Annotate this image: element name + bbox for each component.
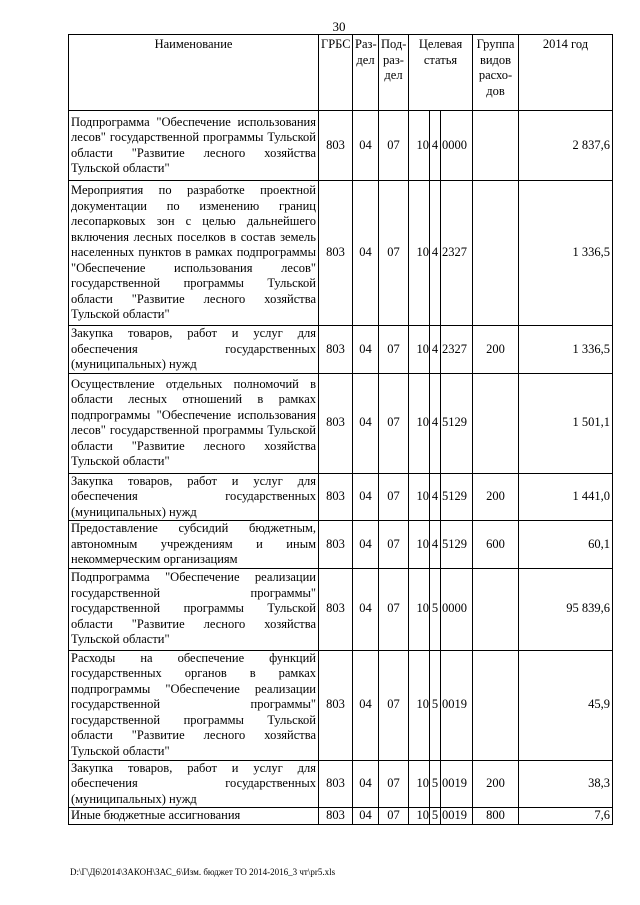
table-row [69, 808, 613, 825]
row-sum-2014: 45,9 [519, 650, 613, 760]
row-name: Закупка товаров, работ и услуг для обеспечения государственных (муниципальных) нужд [69, 326, 319, 374]
row-target-subprogram: 4 [430, 521, 441, 569]
row-podrazdel: 07 [379, 373, 409, 473]
row-name: Осуществление отдельных полномочий в области лесных отношений в рамках подпрограммы "Обеспечение использования лесов" государственной программы Тульской области "Развитие лесного хозяйства Тульской области" [69, 373, 319, 473]
row-razdel: 04 [353, 181, 379, 326]
row-target-code: 2327 [441, 326, 473, 374]
row-podrazdel: 07 [379, 181, 409, 326]
row-name: Закупка товаров, работ и услуг для обеспечения государственных (муниципальных) нужд [69, 760, 319, 808]
row-grbs: 803 [319, 521, 353, 569]
row-razdel: 04 [353, 111, 379, 181]
row-razdel: 04 [353, 521, 379, 569]
row-sum-2014: 1 441,0 [519, 473, 613, 521]
row-sum-2014: 1 336,5 [519, 326, 613, 374]
row-expense-group [473, 650, 519, 760]
row-razdel: 04 [353, 373, 379, 473]
row-sum-2014: 1 336,5 [519, 181, 613, 326]
row-target-subprogram: 4 [430, 326, 441, 374]
header-target: Целевая статья [409, 35, 473, 111]
row-name: Подпрограмма "Обеспечение использования лесов" государственной программы Тульской области "Развитие лесного хозяйства Тульской области" [69, 111, 319, 181]
row-target-program: 10 [409, 650, 430, 760]
row-name: Расходы на обеспечение функций государственных органов в рамках подпрограммы "Обеспечение реализации государственной программы" государственной программы Тульской области "Развитие лесного хозяйства Тульской области" [69, 650, 319, 760]
table-row [69, 568, 613, 650]
row-razdel: 04 [353, 650, 379, 760]
table-row [69, 521, 613, 569]
table-row [69, 181, 613, 326]
row-target-code: 0019 [441, 808, 473, 825]
row-target-code: 5129 [441, 373, 473, 473]
row-grbs: 803 [319, 760, 353, 808]
row-expense-group: 600 [473, 521, 519, 569]
row-target-subprogram: 5 [430, 760, 441, 808]
table-row [69, 760, 613, 808]
row-target-program: 10 [409, 808, 430, 825]
row-target-subprogram: 4 [430, 181, 441, 326]
row-podrazdel: 07 [379, 521, 409, 569]
row-podrazdel: 07 [379, 650, 409, 760]
table-row [69, 650, 613, 760]
budget-table [68, 34, 613, 825]
row-sum-2014: 38,3 [519, 760, 613, 808]
page-number: 30 [332, 19, 346, 34]
row-grbs: 803 [319, 373, 353, 473]
row-name: Подпрограмма "Обеспечение реализации государственной программы" государственной программы Тульской области "Развитие лесного хозяйства Тульской области" [69, 568, 319, 650]
row-target-program: 10 [409, 111, 430, 181]
row-target-program: 10 [409, 521, 430, 569]
header-year: 2014 год [519, 35, 613, 111]
row-target-program: 10 [409, 568, 430, 650]
row-expense-group [473, 111, 519, 181]
row-sum-2014: 60,1 [519, 521, 613, 569]
row-grbs: 803 [319, 181, 353, 326]
row-target-code: 0019 [441, 760, 473, 808]
row-target-code: 5129 [441, 473, 473, 521]
row-target-subprogram: 4 [430, 473, 441, 521]
row-grbs: 803 [319, 568, 353, 650]
row-expense-group [473, 373, 519, 473]
table-header-row [69, 35, 613, 111]
table-row [69, 326, 613, 374]
table-row [69, 111, 613, 181]
row-name: Иные бюджетные ассигнования [69, 808, 319, 825]
row-target-code: 0000 [441, 111, 473, 181]
row-name: Закупка товаров, работ и услуг для обеспечения государственных (муниципальных) нужд [69, 473, 319, 521]
header-razdel: Раз- дел [353, 35, 379, 111]
row-sum-2014: 1 501,1 [519, 373, 613, 473]
row-target-program: 10 [409, 373, 430, 473]
row-target-code: 5129 [441, 521, 473, 569]
row-expense-group [473, 181, 519, 326]
row-target-subprogram: 4 [430, 111, 441, 181]
row-podrazdel: 07 [379, 808, 409, 825]
row-grbs: 803 [319, 650, 353, 760]
row-podrazdel: 07 [379, 568, 409, 650]
header-podrazdel: Под- раз- дел [379, 35, 409, 111]
header-group: Группа видов расхо- дов [473, 35, 519, 111]
row-expense-group: 800 [473, 808, 519, 825]
header-grbs: ГРБС [319, 35, 353, 111]
row-grbs: 803 [319, 111, 353, 181]
row-target-program: 10 [409, 760, 430, 808]
footer-file-path: D:\Г\Д6\2014\ЗАКОН\ЗАС_6\Изм. бюджет ТО 2014-2016_3 чт\pr5.xls [70, 867, 336, 877]
row-expense-group [473, 568, 519, 650]
row-target-program: 10 [409, 473, 430, 521]
row-expense-group: 200 [473, 760, 519, 808]
row-sum-2014: 7,6 [519, 808, 613, 825]
row-razdel: 04 [353, 808, 379, 825]
row-podrazdel: 07 [379, 760, 409, 808]
row-grbs: 803 [319, 326, 353, 374]
row-razdel: 04 [353, 760, 379, 808]
row-razdel: 04 [353, 473, 379, 521]
row-target-code: 0000 [441, 568, 473, 650]
row-target-subprogram: 4 [430, 373, 441, 473]
row-razdel: 04 [353, 326, 379, 374]
row-name: Предоставление субсидий бюджетным, автономным учреждениям и иным некоммерческим организациям [69, 521, 319, 569]
row-target-program: 10 [409, 326, 430, 374]
row-sum-2014: 2 837,6 [519, 111, 613, 181]
row-target-subprogram: 5 [430, 808, 441, 825]
header-name: Наименование [69, 35, 319, 111]
row-target-subprogram: 5 [430, 568, 441, 650]
row-target-code: 0019 [441, 650, 473, 760]
row-podrazdel: 07 [379, 473, 409, 521]
table-row [69, 473, 613, 521]
row-podrazdel: 07 [379, 111, 409, 181]
row-target-code: 2327 [441, 181, 473, 326]
row-grbs: 803 [319, 808, 353, 825]
row-grbs: 803 [319, 473, 353, 521]
row-podrazdel: 07 [379, 326, 409, 374]
row-target-subprogram: 5 [430, 650, 441, 760]
row-target-program: 10 [409, 181, 430, 326]
row-expense-group: 200 [473, 473, 519, 521]
row-razdel: 04 [353, 568, 379, 650]
row-name: Мероприятия по разработке проектной документации по изменению границ лесопарковых зон с целью дальнейшего включения лесных поселков в состав земель населенных пунктов в рамках подпрограммы "Обеспечение использования лесов" государственной программы Тульской области "Развитие лесного хозяйства Тульской области" [69, 181, 319, 326]
row-expense-group: 200 [473, 326, 519, 374]
row-sum-2014: 95 839,6 [519, 568, 613, 650]
table-row [69, 373, 613, 473]
